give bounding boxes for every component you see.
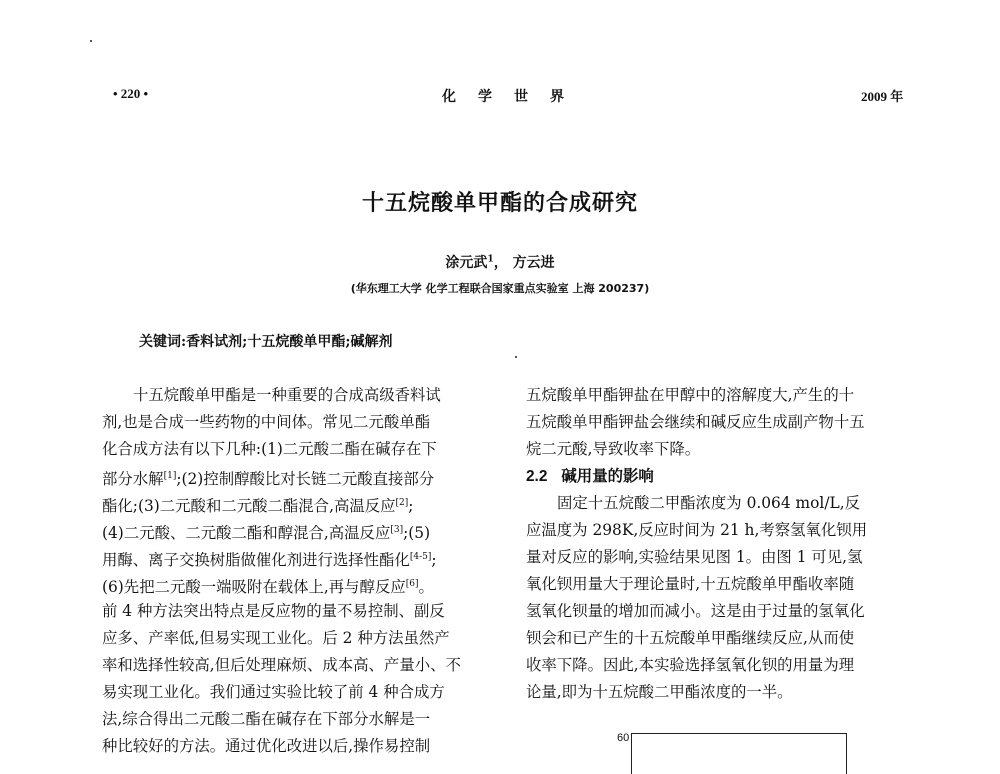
text-line: (6)先把二元酸一端吸附在载体上,再与醇反应[6]。 <box>102 578 434 597</box>
figure-y-tick-label: 60 <box>617 732 630 744</box>
author-name: 方云进 <box>512 255 555 271</box>
author-affiliation-mark: 1 <box>487 254 494 265</box>
text-line: 用酶、离子交换树脂做催化剂进行选择性酯化[4-5]; <box>102 551 437 570</box>
section-number: 2.2 <box>526 468 548 485</box>
citation[interactable]: [1] <box>163 471 177 481</box>
text-line: 酯化;(3)二元酸和二元酸二酯混合,高温反应[2]; <box>102 497 414 516</box>
text-line: 应温度为 298K,反应时间为 21 h,考察氢氧化钡用 <box>526 521 868 539</box>
figure-1-frame <box>631 733 847 774</box>
citation[interactable]: [2] <box>395 498 409 508</box>
scan-speck <box>90 40 92 42</box>
author-separator: ， <box>493 255 508 271</box>
text-line: 论量,即为十五烷酸二甲酯浓度的一半。 <box>526 683 793 701</box>
section-heading <box>526 463 918 490</box>
citation[interactable]: [3] <box>390 525 404 535</box>
text-line: 十五烷酸单甲酯是一种重要的合成高级香料试 <box>133 386 441 404</box>
text-line: 剂,也是合成一些药物的中间体。常见二元酸单酯 <box>102 413 431 431</box>
author-line <box>0 252 1000 272</box>
text-line: 烷二元酸,导致收率下降。 <box>526 440 701 458</box>
text-line: 法,综合得出二元酸二酯在碱存在下部分水解是一 <box>102 710 431 728</box>
text-line: 固定十五烷酸二甲酯浓度为 0.064 mol/L,反 <box>557 494 861 512</box>
right-column <box>526 382 918 706</box>
article-title: 十五烷酸单甲酯的合成研究 <box>361 190 638 216</box>
keywords: 关键词:香料试剂;十五烷酸单甲酯;碱解剂 <box>139 334 393 350</box>
text-line: 前 4 种方法突出特点是反应物的量不易控制、副反 <box>102 602 445 620</box>
affiliation: (华东理工大学 化学工程联合国家重点实验室 上海 200237) <box>350 282 650 295</box>
citation[interactable]: [4-5] <box>409 552 432 562</box>
text-line: 五烷酸单甲酯钾盐在甲醇中的溶解度大,产生的十 <box>526 386 855 404</box>
section-title: 碱用量的影响 <box>561 467 654 485</box>
text-line: 氧化钡用量大于理论量时,十五烷酸单甲酯收率随 <box>526 575 855 593</box>
text-line: 部分水解[1];(2)控制醇酸比对长链二元酸直接部分 <box>102 470 435 489</box>
page-number: • 220 • <box>113 86 149 101</box>
text-line: (4)二元酸、二元酸二酯和醇混合,高温反应[3];(5) <box>102 524 431 543</box>
text-line: 化合成方法有以下几种:(1)二元酸二酯在碱存在下 <box>102 440 437 458</box>
text-line: 易实现工业化。我们通过实验比较了前 4 种合成方 <box>102 683 445 701</box>
text-line: 种比较好的方法。通过优化改进以后,操作易控制 <box>102 737 431 755</box>
scan-speck <box>515 356 517 358</box>
text-line: 钡会和已产生的十五烷酸单甲酯继续反应,从而使 <box>526 629 855 647</box>
journal-name: 化学世界 <box>442 90 586 105</box>
text-line: 量对反应的影响,实验结果见图 1。由图 1 可见,氢 <box>526 548 863 566</box>
left-column <box>102 382 502 760</box>
text-line: 收率下降。因此,本实验选择氢氧化钡的用量为理 <box>526 656 855 674</box>
author-name: 涂元武 <box>445 255 488 271</box>
issue-year: 2009 年 <box>861 89 904 104</box>
text-line: 应多、产率低,但易实现工业化。后 2 种方法虽然产 <box>102 629 450 647</box>
citation[interactable]: [6] <box>405 579 419 589</box>
text-line: 氢氧化钡量的增加而减小。这是由于过量的氢氧化 <box>526 602 865 620</box>
text-line: 率和选择性较高,但后处理麻烦、成本高、产量小、不 <box>102 656 461 674</box>
text-line: 五烷酸单甲酯钾盐会继续和碱反应生成副产物十五 <box>526 413 865 431</box>
